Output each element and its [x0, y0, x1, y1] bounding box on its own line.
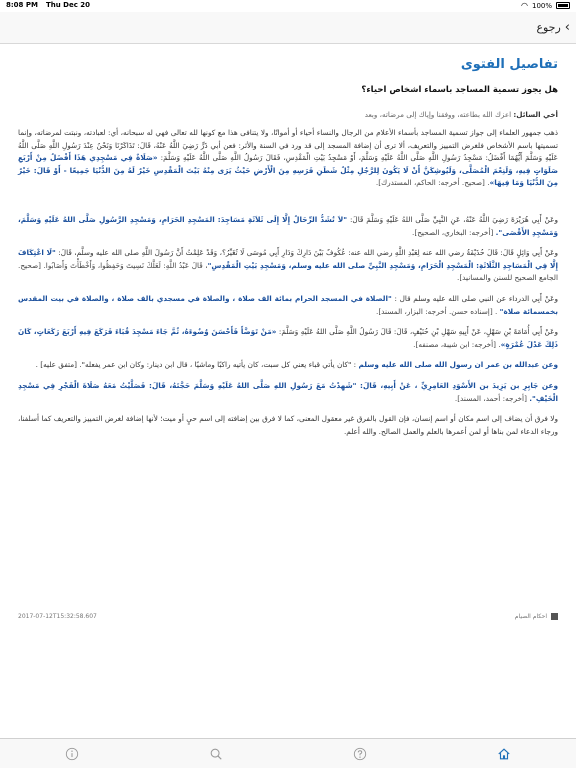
- page-title: تفاصيل الفتوى: [460, 57, 558, 72]
- fatwa-author: [515, 613, 558, 620]
- answer-paragraph-6: [18, 359, 558, 372]
- citation: [أخرجه: أحمد، المسند].: [454, 393, 530, 403]
- citation: . [إسناده حسن. أخرجه: البزار، المسند].: [376, 306, 500, 316]
- asker-line: [18, 110, 558, 119]
- chevron-right-icon: ›: [564, 20, 570, 35]
- answer-paragraph-1: [18, 127, 558, 190]
- citation: ، قَالَ عَبْدُ اللَّهِ: لَعَلَّكَ نَسِيتَ وَحَفِظُوا، وَأَخْطَأْتَ وَأَصَابُوا. [صحيح. الجامع الصحيح للسنن والمسانيد].: [18, 260, 558, 283]
- paragraph-text: وعَنْ أَبِي وَائِلٍ قَالَ: قَالَ حُذَيْفَةُ رضي الله عنه لِعَبْدِ اللَّهِ رضي الله عنه: عُكُوفٌ بَيْنَ دَارِكَ وَدَارِ أَبِي مُوسَى لَا تُغَيِّرُ؟، وَقَدْ عَلِمْتُ أَنَّ رَسُولَ اللَّهِ صلى الله عليه وسلَّم، قَالَ:: [55, 248, 558, 258]
- asker-text: اعزك الله بطاعته، ووفقنا وإياك إلى مرضاته، وبعد: [364, 110, 514, 119]
- fatwa-question: هل يجوز تسمية المساجد باسماء اشخاص احياء؟: [361, 85, 558, 95]
- status-bar: [0, 0, 576, 12]
- tab-bar: [0, 738, 576, 768]
- hadith-highlight: «مَنْ تَوَضَّأَ فَأَحْسَنَ وُضُوءَهُ، ثُمَّ جَاءَ مَسْجِدَ قُبَاءَ فَرَكَعَ فِيهِ أَرْبَعَ رَكَعَاتٍ، كَانَ ذَلِكَ عَدْلَ عُمْرَةٍ»: [18, 327, 558, 349]
- tab-info[interactable]: [0, 739, 144, 768]
- author-name: احكام الصيام: [514, 612, 547, 620]
- hadith-highlight: وعن جَابِرِ بن يَزِيدَ بن الأَسْوَدِ العَامِرِيِّ ، عَنْ أَبِيهِ، قَالَ: "شَهِدْتُ مَعَ رَسُولِ اللهِ صَلَّى اللهُ عَلَيْهِ وَسَلَّمَ حَجَّتَهُ، قَالَ: فَصَلَّيْتُ مَعَهُ صَلَاةَ الْفَجْرِ فِي مَسْجِدِ الْخَيْفِ".: [18, 380, 558, 403]
- navigation-bar: [0, 12, 576, 44]
- back-button[interactable]: [536, 20, 570, 35]
- hadith-highlight: "لاَ تُشَدُّ الرِّحَالُ إِلَّا إِلَى ثَلاَثَةِ مَسَاجِدَ: المَسْجِدِ الحَرَامِ، وَمَسْجِدِ الرَّسُولِ صَلَّى اللهُ عَلَيْهِ وَسَلَّمَ، وَمَسْجِدِ الأَقْصَى".: [18, 214, 558, 237]
- hadith-highlight: "لَا اعْتِكَافَ إِلَّا فِي الْمَسَاجِدِ الثَّلَاثَةِ: الْمَسْجِدِ الْحَرَامِ، وَمَسْجِدِ النَّبِيِّ صلى الله عليه وسلم، وَمَسْجِدِ بَيْتِ الْمَقْدِسِ": [18, 248, 558, 270]
- fatwa-timestamp: 2017-07-12T15:32:58.607: [18, 612, 97, 620]
- citation: [أخرجه: البخاري، الصحيح].: [412, 227, 496, 237]
- tab-search[interactable]: [144, 739, 288, 768]
- paragraph-text: : "كان يأتي قباء يعني كل سبت، كان يأتيه راكبًا وماشيًا ، قال ابن دينار: وكان ابن عمر يفعله". [متفق عليه] .: [35, 360, 359, 370]
- answer-paragraph-5: [18, 326, 558, 351]
- hadith-highlight: وعن عبدالله بن عمر ان رسول الله صلى الله عليه وسلم: [358, 360, 558, 370]
- answer-paragraph-8: ولا فرق أن يضاف إلى اسم مكان أو اسم إنسان، فإن القول بالفرق غير معقول المعنى، كما لا فرق بين إضافته إلى اسم حيٍ أو ميت؛ لأنها إضافة لغرض التمييز والتعريف كما أسلفنا، ورجاء الدعاء لمن بناها أو لمن أعمرها بالعلم والعمل الصالح. والله أعلم.: [18, 414, 558, 436]
- paragraph-text: وعَنْ أَبِي أُمَامَةَ بْنِ سَهْلٍ، عَنْ أَبِيهِ سَهْلِ بْنِ حُنَيْفٍ، قَالَ: قَالَ رَسُولُ اللَّهِ صَلَّى اللهُ عَلَيْهِ وَسَلَّمَ:: [276, 327, 558, 337]
- answer-paragraph-4: [18, 293, 558, 318]
- citation: . [أخرجه: ابن شيبة، مصنفه].: [413, 339, 501, 349]
- asker-label: أخي السائل:: [513, 110, 558, 119]
- tab-help[interactable]: [288, 739, 432, 768]
- hadith-highlight: "الصلاة في المسجد الحرام بمائة الف صلاة ، والصلاة في مسجدي بالف صلاة ، والصلاة في بيت المقدس بخمسمائة صلاة": [18, 293, 558, 316]
- battery-icon: [556, 2, 570, 9]
- status-date: Thu Dec 20: [45, 1, 91, 9]
- home-icon: [497, 747, 511, 761]
- wifi-icon: ◠: [521, 1, 528, 10]
- fatwa-content[interactable]: [0, 44, 576, 738]
- citation: . [صحيح. أخرجه: الحاكم، المستدرك].: [375, 178, 490, 188]
- paragraph-text: وعَنْ أَبِي هُرَيْرَةَ رَضِيَ اللَّهُ عَنْهُ، عَنِ النَّبِيِّ صَلَّى اللهُ عَلَيْهِ وَسَلَّمَ قَالَ:: [347, 214, 558, 224]
- status-time: 8:08 PM: [6, 1, 38, 9]
- hadith-highlight: «صَلَاةٌ فِي مَسْجِدِي هَذَا أَفْضَلُ مِنْ أَرْبَعِ صَلَوَاتٍ فِيهِ، وَلَنِعْمَ الْمُصَلَّى، وَلَيُوشِكَنَّ أَنْ لَا يَكُونَ لِلرَّجُلِ مِثْلُ شَطَنِ فَرَسِهِ مِنَ الْأَرْضِ حَيْثُ يَرَى مِنْهُ بَيْتَ الْمَقْدِسِ خَيْرٌ لَهُ مِنَ الدُّنْيَا جَمِيعًا - أَوْ قَالَ: خَيْرٌ مِنَ الدُّنْيَا وَمَا فِيهَا»: [18, 153, 558, 188]
- paragraph-text: ذهب جمهور العلماء إلى جواز تسمية المساجد بأسماء الأعلام من الرجال والنساء أحياء أو أمواتًا، ولا يتنافى هذا مع كونها لله تعالى فهي له سبحانه، أي: لعبادته، ونبتت لمرضاته، وإنما تسميتها باسم الأشخاص فلغرض التمييز والتعريف، ألا ترى أن إضافة المسجد إلى قد ورد في السنة والأثر: فعن أبي ذَرٍّ رَضِيَ اللَّهُ عَنْهُ، قَالَ: تَذَاكَرْنَا وَنَحْنُ عِنْدَ رَسُولِ اللَّهِ صَلَّى اللَّهُ عَلَيْهِ وَسَلَّمَ أَيُّهُمَا أَفْضَلُ: مَسْجِدُ رَسُولِ اللَّهِ صَلَّى اللَّهُ عَلَيْهِ وَسَلَّمَ، أَوْ مَسْجِدُ بَيْتِ الْمَقْدِسِ، فَقَالَ رَسُولُ اللَّهِ صَلَّى اللَّهُ عَلَيْهِ وَسَلَّمَ:: [18, 128, 558, 163]
- info-icon: [65, 747, 79, 761]
- back-label: رجوع: [536, 21, 561, 34]
- fatwa-meta: [18, 609, 558, 623]
- battery-percent: 100%: [531, 1, 552, 10]
- answer-paragraph-3: [18, 247, 558, 285]
- author-icon: [551, 613, 558, 620]
- tab-home[interactable]: [432, 739, 576, 768]
- answer-paragraph-2: [18, 214, 558, 239]
- paragraph-text: وعَنْ أَبِي الدرداء عن النبي صلى الله عليه وسلم قال :: [391, 293, 558, 303]
- answer-paragraph-7: [18, 380, 558, 405]
- help-icon: [353, 747, 367, 761]
- search-icon: [209, 747, 223, 761]
